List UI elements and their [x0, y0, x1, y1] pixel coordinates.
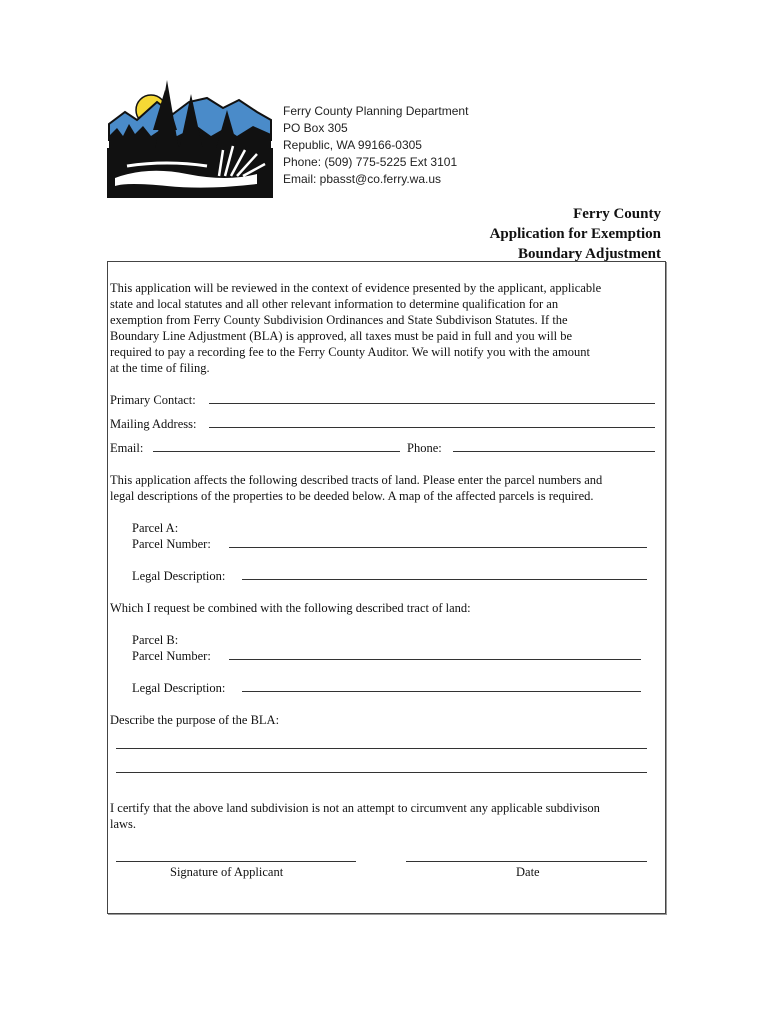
purpose-label: Describe the purpose of the BLA: — [110, 713, 280, 727]
parcel-a-legal-description-field[interactable] — [242, 579, 647, 580]
signature-field[interactable] — [116, 861, 356, 862]
intro-line: required to pay a recording fee to the Ferry County Auditor. We will notify you with the amount — [110, 345, 590, 359]
city-state-zip: Republic, WA 99166-0305 — [283, 138, 422, 152]
phone-field[interactable] — [453, 451, 655, 452]
parcel-b-legal-description-label: Legal Description: — [132, 681, 226, 695]
parcel-a-number-field[interactable] — [229, 547, 647, 548]
mailing-address-field[interactable] — [209, 427, 655, 428]
certification-statement — [110, 800, 662, 832]
intro-line: Boundary Line Adjustment (BLA) is approved, all taxes must be paid in full and you will be — [110, 329, 573, 343]
purpose-field-line-1[interactable] — [116, 748, 647, 749]
parcel-b-number-field[interactable] — [229, 659, 641, 660]
parcel-a-number-label: Parcel Number: — [132, 537, 211, 551]
intro-line: exemption from Ferry County Subdivision Ordinances and State Subdivison Statutes. If the — [110, 313, 568, 327]
department-phone: Phone: (509) 775-5225 Ext 3101 — [283, 155, 458, 169]
title-boundary-adjustment: Boundary Adjustment — [518, 246, 661, 262]
parcel-a-legal-description-label: Legal Description: — [132, 569, 226, 583]
email-field[interactable] — [153, 451, 400, 452]
document-title — [490, 204, 661, 264]
po-box: PO Box 305 — [283, 121, 348, 135]
tracts-line: This application affects the following described tracts of land. Please enter the parcel numbers and — [110, 473, 603, 487]
intro-line: This application will be reviewed in the context of evidence presented by the applicant, applicable — [110, 281, 602, 295]
parcel-b-legal-description-field[interactable] — [242, 691, 641, 692]
mailing-address-label: Mailing Address: — [110, 417, 197, 431]
primary-contact-field[interactable] — [209, 403, 655, 404]
date-label: Date — [516, 865, 540, 879]
combined-label: Which I request be combined with the following described tract of land: — [110, 601, 471, 615]
title-application: Application for Exemption — [489, 226, 661, 242]
tracts-paragraph — [110, 472, 662, 504]
title-county: Ferry County — [573, 206, 661, 222]
parcel-a-label: Parcel A: — [132, 521, 179, 535]
phone-label: Phone: — [407, 441, 442, 455]
intro-paragraph — [110, 280, 662, 376]
certify-line: I certify that the above land subdivision is not an attempt to circumvent any applicable subdivison — [110, 801, 600, 815]
tracts-line: legal descriptions of the properties to be deeded below. A map of the affected parcels is required. — [110, 489, 594, 503]
department-email: Email: pbasst@co.ferry.wa.us — [283, 172, 442, 186]
parcel-b-label: Parcel B: — [132, 633, 179, 647]
purpose-field-line-2[interactable] — [116, 772, 647, 773]
ferry-county-logo — [107, 80, 273, 198]
parcel-b-number-label: Parcel Number: — [132, 649, 211, 663]
date-field[interactable] — [406, 861, 647, 862]
intro-line: state and local statutes and all other relevant information to determine qualification for an — [110, 297, 559, 311]
intro-line: at the time of filing. — [110, 361, 210, 375]
signature-label: Signature of Applicant — [170, 865, 284, 879]
application-form — [107, 261, 666, 914]
department-address — [283, 103, 468, 188]
primary-contact-label: Primary Contact: — [110, 393, 196, 407]
email-label: Email: — [110, 441, 144, 455]
department-name: Ferry County Planning Department — [283, 104, 469, 118]
certify-line: laws. — [110, 817, 137, 831]
